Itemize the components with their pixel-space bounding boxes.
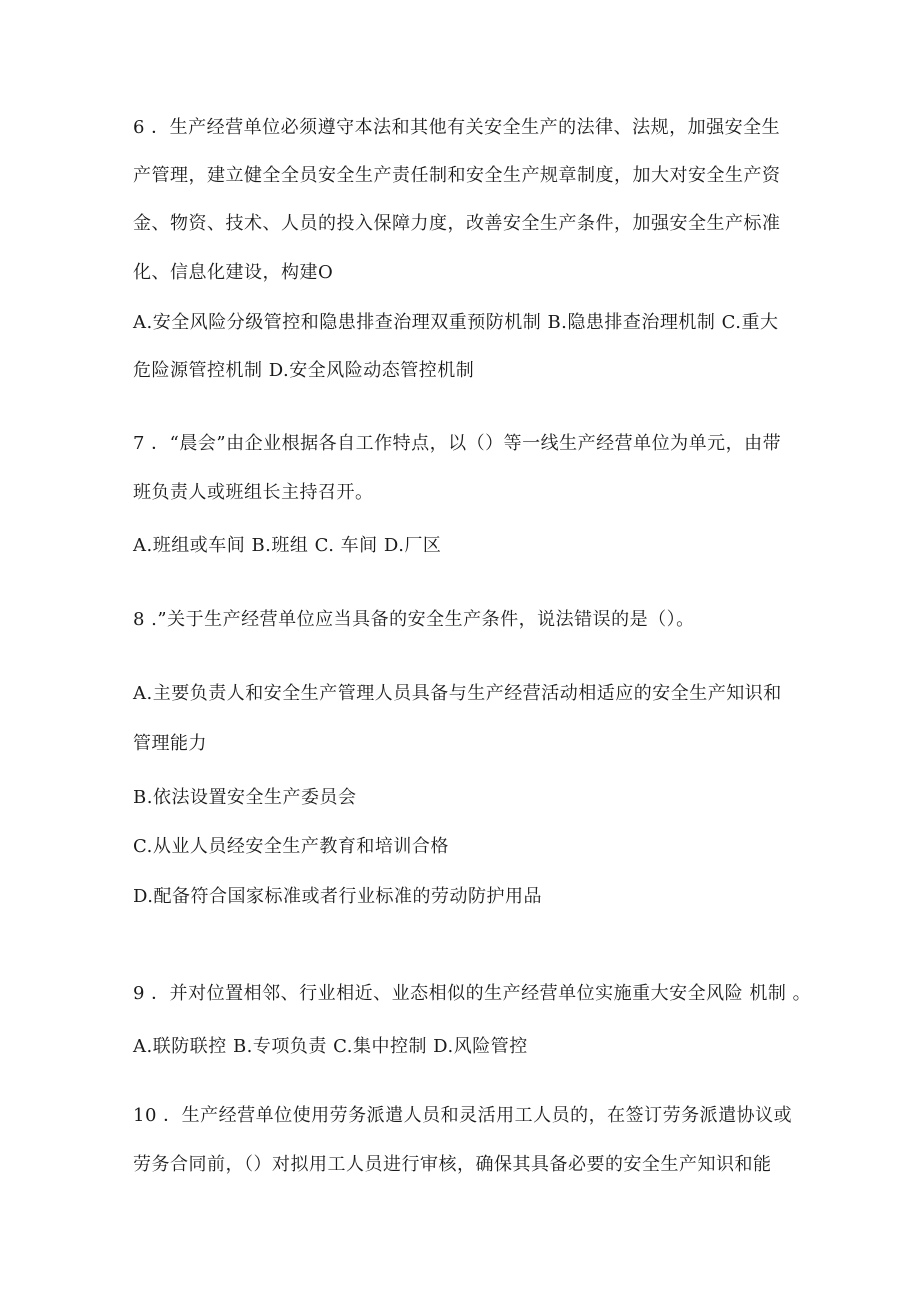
question-6-line-2: 产管理，建立健全全员安全生产责任制和安全生产规章制度，加大对安全生产资 (133, 165, 781, 186)
question-9-options-line-1: A.联防联控 B.专项负责 C.集中控制 D.风险管控 (133, 1036, 528, 1057)
question-8-option-d: D.配备符合国家标准或者行业标准的劳动防护用品 (133, 886, 543, 907)
question-8-option-c: C.从业人员经安全生产教育和培训合格 (133, 836, 449, 857)
question-6-line-4: 化、信息化建设，构建O (133, 262, 334, 283)
question-10-line-1: 10 ．生产经营单位使用劳务派遣人员和灵活用工人员的，在签订劳务派遣协议或 (133, 1105, 793, 1126)
question-8-option-a-line-2: 管理能力 (133, 733, 207, 754)
question-6-options-line-1: A.安全风险分级管控和隐患排查治理双重预防机制 B.隐患排查治理机制 C.重大 (133, 312, 779, 333)
question-10-line-2: 劳务合同前，（）对拟用工人员进行审核，确保其具备必要的安全生产知识和能 (133, 1154, 772, 1175)
question-6-options-line-2: 危险源管控机制 D.安全风险动态管控机制 (133, 360, 475, 381)
question-6-line-3: 金、物资、技术、人员的投入保障力度，改善安全生产条件，加强安全生产标准 (133, 213, 781, 234)
question-8-option-b: B.依法设置安全生产委员会 (133, 787, 357, 808)
question-7-line-1: 7 ．“晨会”由企业根据各自工作特点，以（）等一线生产经营单位为单元，由带 (133, 433, 782, 454)
question-7-line-2: 班负责人或班组长主持召开。 (133, 482, 374, 503)
question-8-option-a-line-1: A.主要负责人和安全生产管理人员具备与生产经营活动相适应的安全生产知识和 (133, 683, 782, 704)
question-8-line-1: 8 .”关于生产经营单位应当具备的安全生产条件，说法错误的是（）。 (133, 609, 695, 630)
question-6-line-1: 6 ．生产经营单位必须遵守本法和其他有关安全生产的法律、法规，加强安全生 (133, 117, 781, 138)
question-7-options-line-1: A.班组或车间 B.班组 C. 车间 D.厂区 (133, 535, 442, 556)
question-9-line-1: 9 ．并对位置相邻、行业相近、业态相似的生产经营单位实施重大安全风险 机制 。 (133, 983, 812, 1004)
